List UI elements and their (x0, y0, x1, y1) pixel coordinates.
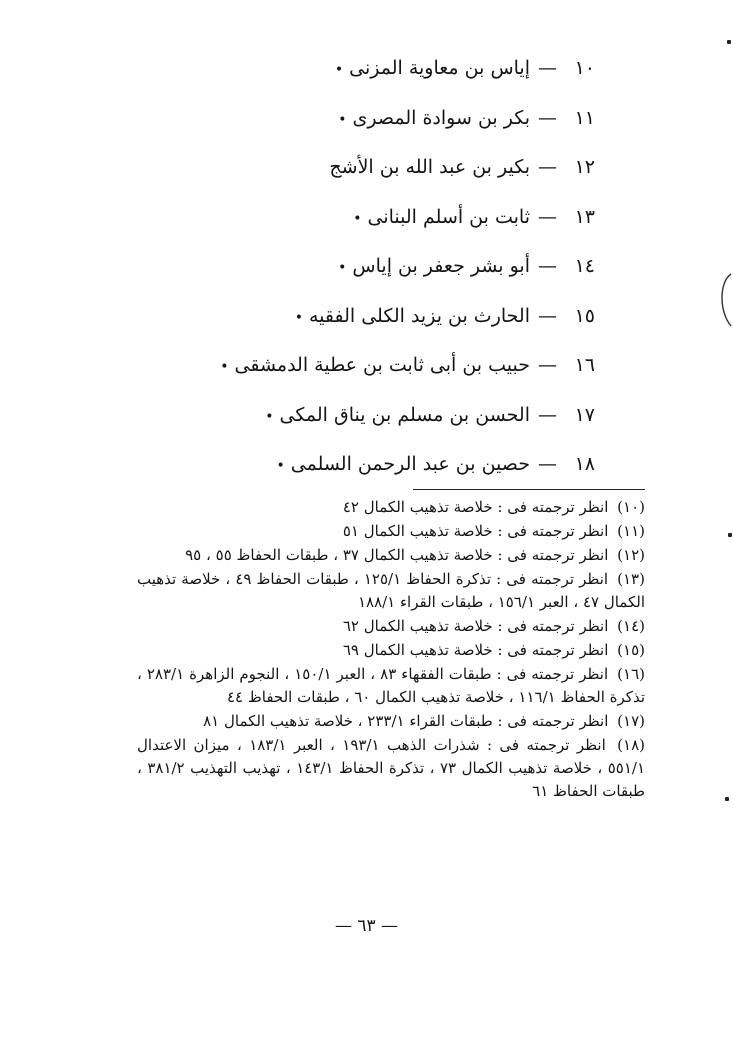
footnote (137, 520, 645, 543)
entry-number: ١٦ (574, 354, 595, 376)
footnote-ref: (١٤) (617, 617, 645, 635)
scan-speck (727, 40, 731, 44)
entry-name: ثابت بن أسلم البنانى (367, 205, 530, 228)
narrator-list (135, 48, 595, 494)
entry-bullet: • (338, 260, 347, 276)
narrator-entry (135, 444, 595, 494)
entry-name: بكر بن سوادة المصرى (352, 106, 530, 129)
footnote-ref: (١٨) (617, 736, 645, 754)
entry-name: بكير بن عبد الله بن الأشج (329, 156, 530, 178)
entry-number: ١٨ (574, 453, 595, 475)
footnote-text: انظر ترجمته فى : شذرات الذهب ١٩٣/١ ، العبر ١٨٣/١ ، ميزان الاعتدال ٥٥١/١ ، خلاصة تذهيب الكمال ٧٣ ، تذكرة الحفاظ ١٤٣/١ ، تهذيب التهذيب ٣٨١/٢ ، طبقات الحفاظ ٦١ (137, 736, 646, 800)
entry-number: ١٥ (574, 304, 595, 327)
entry-bullet: • (276, 458, 285, 474)
footnote-ref: (١٣) (617, 570, 645, 588)
entry-dash: — (538, 354, 557, 376)
footnote (137, 568, 645, 614)
page-edge-curve (715, 272, 733, 328)
entry-dash: — (538, 106, 557, 129)
footnote-text: انظر ترجمته فى : طبقات الفقهاء ٨٣ ، العبر ١٥٠/١ ، النجوم الزاهرة ٢٨٣/١ ، تذكرة الحفاظ ١١٦/١ ، خلاصة تذهيب الكمال ٦٠ ، طبقات الحفاظ ٤٤ (137, 665, 645, 706)
entry-dash: — (538, 57, 557, 79)
footnote-ref: (١٦) (617, 665, 646, 683)
footnote-text: انظر ترجمته فى : خلاصة تذهيب الكمال ٤٢ (342, 498, 609, 516)
footnote (137, 663, 645, 709)
entry-name: الحارث بن يزيد الكلى الفقيه (308, 304, 530, 327)
narrator-entry (135, 345, 595, 395)
footnote-text: انظر ترجمته فى : خلاصة تذهيب الكمال ٣٧ ، طبقات الحفاظ ٥٥ ، ٩٥ (185, 546, 609, 564)
entry-number: ١٣ (574, 205, 595, 228)
footnote-ref: (١٢) (617, 546, 645, 564)
entry-name: الحسن بن مسلم بن يناق المكى (279, 403, 530, 426)
scan-speck (728, 533, 732, 537)
footnote-text: انظر ترجمته فى : طبقات القراء ٢٣٣/١ ، خلاصة تذهيب الكمال ٨١ (203, 712, 609, 730)
footnote-text: انظر ترجمته فى : تذكرة الحفاظ ١٢٥/١ ، طبقات الحفاظ ٤٩ ، خلاصة تذهيب الكمال ٤٧ ، العبر ١٥٦/١ ، طبقات القراء ١٨٨/١ (137, 570, 645, 611)
entry-number: ١٢ (574, 156, 595, 178)
narrator-entry (135, 98, 595, 148)
footnote (137, 615, 645, 638)
footnotes (137, 496, 645, 804)
scan-speck (725, 797, 729, 801)
footnote-divider (413, 489, 645, 490)
footnote-text: انظر ترجمته فى : خلاصة تذهيب الكمال ٥١ (342, 522, 609, 540)
narrator-entry (135, 48, 595, 98)
narrator-entry (135, 296, 595, 346)
entry-dash: — (538, 205, 557, 228)
entry-dash: — (538, 304, 557, 327)
entry-bullet: • (294, 309, 303, 326)
narrator-entry (135, 147, 595, 197)
entry-name: حصين بن عبد الرحمن السلمى (290, 453, 530, 475)
footnote-text: انظر ترجمته فى : خلاصة تذهيب الكمال ٦٢ (342, 617, 609, 635)
footnote (137, 734, 645, 803)
footnote-ref: (١٥) (617, 641, 645, 659)
footnote (137, 710, 645, 733)
entry-bullet: • (265, 408, 274, 425)
footnote (137, 639, 645, 662)
entry-dash: — (538, 403, 557, 426)
entry-number: ١٤ (574, 255, 595, 277)
entry-name: إياس بن معاوية المزنى (349, 57, 530, 79)
footnote-ref: (١٠) (617, 498, 645, 516)
entry-dash: — (538, 255, 557, 277)
entry-bullet: • (353, 210, 362, 227)
entry-number: ١٠ (574, 57, 595, 79)
page-number: — ٦٣ — (334, 916, 399, 936)
entry-name: حبيب بن أبى ثابت بن عطية الدمشقى (234, 354, 530, 376)
entry-number: ١٧ (574, 403, 595, 426)
footnote (137, 496, 645, 519)
footnote-ref: (١١) (617, 522, 645, 540)
footnote-ref: (١٧) (617, 712, 645, 730)
footnote-text: انظر ترجمته فى : خلاصة تذهيب الكمال ٦٩ (342, 641, 609, 659)
footnote (137, 544, 645, 567)
narrator-entry (135, 395, 595, 445)
entry-bullet: • (334, 62, 344, 78)
entry-number: ١١ (574, 106, 595, 129)
entry-bullet: • (220, 359, 229, 375)
entry-dash: — (538, 156, 557, 178)
entry-bullet: • (338, 111, 347, 128)
entry-name: أبو بشر جعفر بن إياس (352, 255, 530, 277)
narrator-entry (135, 197, 595, 247)
entry-dash: — (538, 453, 557, 475)
narrator-entry (135, 246, 595, 296)
